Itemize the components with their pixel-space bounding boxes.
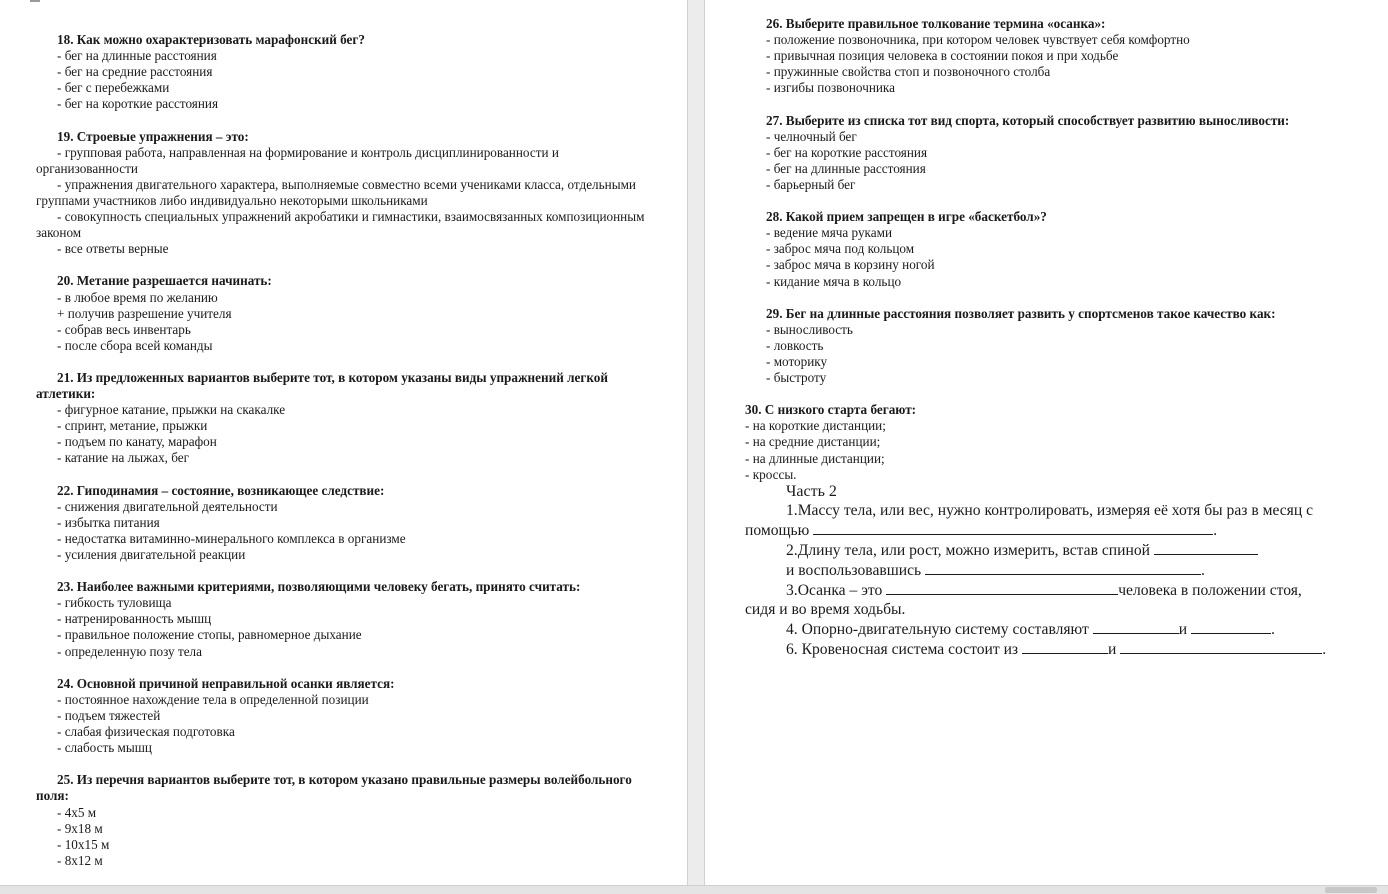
answer-option: - спринт, метание, прыжки [57, 418, 208, 434]
question-title: 21. Из предложенных вариантов выберите тот, в котором указаны виды упражнений легкой атлетики: [36, 369, 608, 402]
answer-blank[interactable] [1120, 639, 1322, 654]
left-page-content [36, 32, 646, 885]
answer-option: - кидание мяча в кольцо [766, 273, 902, 289]
question-title: 26. Выберите правильное толкование термина «осанка»: [766, 16, 1106, 31]
question-25 [36, 772, 646, 869]
fill-in-item-2-cont [745, 560, 1355, 580]
answer-option: - заброс мяча в корзину ногой [766, 257, 935, 273]
question-title: 28. Какой прием запрещен в игре «баскетбол»? [766, 209, 1047, 225]
fill-in-item-1-cont [745, 520, 1355, 540]
answer-option: - собрав весь инвентарь [57, 321, 191, 337]
answer-option: - бег на короткие расстояния [766, 144, 928, 160]
answer-option: - избытка питания [57, 514, 160, 530]
question-23 [36, 579, 646, 659]
item-text: 1.Массу тела, или вес, нужно контролировать, измеряя её хотя бы раз в месяц с [786, 501, 1314, 519]
answer-option: - фигурное катание, прыжки на скакалке [57, 402, 286, 418]
answer-option: - усиления двигательной реакции [57, 547, 246, 562]
answer-option: - бег на короткие расстояния [57, 96, 219, 112]
answer-option: - в любое время по желанию [57, 289, 218, 305]
item-text: 3.Осанка – это [786, 581, 883, 599]
answer-option: - бег с перебежками [57, 80, 170, 96]
answer-option: - ведение мяча руками [766, 225, 893, 241]
item-text: помощью [745, 521, 810, 539]
part-2-section [745, 482, 1355, 659]
answer-option: - на длинные дистанции; [745, 450, 885, 466]
page-gutter [687, 0, 705, 893]
item-text: 6. Кровеносная система состоит из [786, 640, 1019, 658]
answer-option: - на короткие дистанции; [745, 418, 886, 434]
answer-option: - 4х5 м [57, 804, 97, 820]
question-20 [36, 273, 646, 353]
answer-option: - кроссы. [745, 466, 797, 482]
question-title: 18. Как можно охарактеризовать марафонский бег? [57, 32, 365, 47]
answer-option: - снижения двигательной деятельности [57, 498, 278, 514]
answer-blank[interactable] [925, 560, 1201, 575]
item-text: и воспользовавшись [786, 561, 922, 579]
part-2-title: Часть 2 [786, 482, 837, 500]
item-text: и [1178, 620, 1188, 638]
fill-in-item-2 [745, 540, 1355, 560]
answer-option: - подъем по канату, марафон [57, 434, 217, 450]
question-title: 27. Выберите из списка тот вид спорта, который способствует развитию выносливости: [766, 112, 1290, 128]
item-text: 2.Длину тела, или рост, можно измерить, встав спиной [786, 541, 1150, 559]
fill-in-item-3 [745, 580, 1355, 600]
answer-option: - все ответы верные [57, 241, 169, 257]
answer-option: - бег на длинные расстояния [766, 160, 926, 176]
answer-option: - ловкость [766, 337, 824, 353]
question-title: 22. Гиподинамия – состояние, возникающее следствие: [57, 482, 385, 498]
question-title: 19. Строевые упражнения – это: [57, 128, 249, 144]
item-text: и [1107, 640, 1117, 658]
question-24 [36, 676, 646, 756]
answer-option: - бег на средние расстояния [57, 64, 213, 80]
answer-blank[interactable] [1093, 619, 1179, 634]
answer-option: - натренированность мышц [57, 611, 212, 627]
item-text: . [1271, 620, 1275, 638]
item-text: . [1201, 561, 1205, 579]
answer-option: - упражнения двигательного характера, выполняемые совместно всеми учениками класса, отдельными группами участников либо индивидуально некоторыми школьниками [36, 176, 636, 208]
question-26 [745, 16, 1355, 96]
answer-option: - выносливость [766, 321, 853, 337]
question-18 [36, 32, 646, 112]
answer-option: - гибкость туловища [57, 595, 172, 611]
question-22 [36, 483, 646, 563]
answer-option: - 10х15 м [57, 836, 110, 852]
question-28 [745, 209, 1355, 289]
document-page-right [705, 0, 1388, 885]
answer-option: - бег на длинные расстояния [57, 48, 217, 64]
answer-option: - катание на лыжах, бег [57, 450, 190, 466]
item-text: . [1322, 640, 1327, 658]
question-title: 20. Метание разрешается начинать: [57, 273, 272, 289]
question-title: 24. Основной причиной неправильной осанки является: [57, 675, 395, 691]
fill-in-item-4 [745, 619, 1355, 639]
right-page-content [745, 16, 1355, 659]
answer-option: - быстроту [766, 370, 827, 386]
answer-option: - слабость мышц [57, 740, 152, 756]
fill-in-item-3-cont [745, 600, 1355, 619]
answer-option: - моторику [766, 353, 828, 369]
answer-option: - на средние дистанции; [745, 434, 881, 450]
answer-option: - положение позвоночника, при котором человек чувствует себя комфортно [766, 32, 1190, 48]
question-title: 23. Наиболее важными критериями, позволяющими человеку бегать, принято считать: [57, 579, 581, 595]
answer-option: - 8х12 м [57, 852, 103, 868]
answer-blank[interactable] [886, 580, 1118, 595]
answer-blank[interactable] [1022, 639, 1108, 654]
question-27 [745, 113, 1355, 193]
answer-option: - подъем тяжестей [57, 707, 161, 723]
document-page-left [0, 0, 687, 885]
answer-option: - определенную позу тела [57, 643, 202, 659]
answer-option: - постоянное нахождение тела в определенной позиции [57, 691, 369, 707]
question-21 [36, 370, 646, 467]
answer-option: - барьерный бег [766, 176, 856, 192]
answer-option: - 9х18 м [57, 820, 103, 836]
answer-option: - привычная позиция человека в состоянии покоя и при ходьбе [766, 48, 1119, 64]
fill-in-item-1 [745, 501, 1355, 520]
item-text: . [1213, 521, 1218, 539]
answer-option: - изгибы позвоночника [766, 80, 895, 96]
answer-option: - правильное положение стопы, равномерное дыхание [57, 627, 362, 643]
question-29 [745, 306, 1355, 386]
answer-option: - слабая физическая подготовка [57, 724, 235, 740]
answer-option: - челночный бег [766, 128, 857, 144]
question-title: 29. Бег на длинные расстояния позволяет развить у спортсменов такое качество как: [766, 305, 1276, 321]
answer-option: - после сбора всей команды [57, 337, 213, 353]
item-text: 4. Опорно-двигательную систему составляют [786, 620, 1089, 638]
answer-option: - совокупность специальных упражнений акробатики и гимнастики, взаимосвязанных композиционным законом [36, 209, 645, 241]
answer-blank[interactable] [1191, 619, 1271, 634]
item-text: сидя и во время ходьбы. [745, 600, 906, 618]
answer-blank[interactable] [1154, 540, 1258, 555]
question-30 [745, 402, 1355, 482]
item-text: человека в положении стоя, [1118, 581, 1302, 599]
question-title: 30. С низкого старта бегают: [745, 402, 917, 418]
page-corner-mark [30, 0, 40, 2]
question-19 [36, 129, 646, 258]
answer-option: - пружинные свойства стоп и позвоночного столба [766, 64, 1051, 80]
answer-option: - групповая работа, направленная на формирование и контроль дисциплинированности и организованности [36, 144, 559, 176]
answer-option: - заброс мяча под кольцом [766, 241, 915, 257]
answer-option: - недостатка витаминно-минерального комплекса в организме [57, 530, 406, 546]
answer-option: + получив разрешение учителя [57, 305, 232, 321]
answer-blank[interactable] [813, 520, 1213, 535]
question-title: 25. Из перечня вариантов выберите тот, в котором указано правильные размеры волейбольного поля: [36, 772, 632, 804]
scrollbar-thumb[interactable] [1325, 887, 1377, 893]
fill-in-item-6 [745, 639, 1355, 659]
